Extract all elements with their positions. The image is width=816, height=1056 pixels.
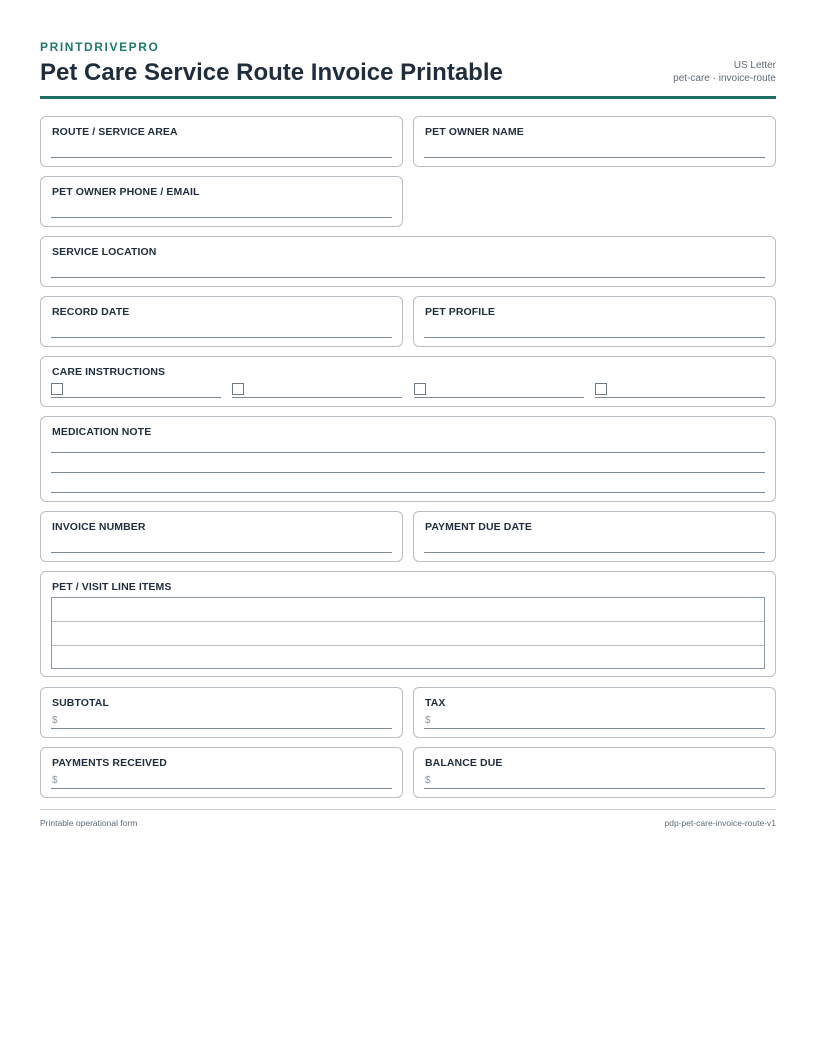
- subtotal-input-line[interactable]: [51, 728, 392, 729]
- record-date-label: RECORD DATE: [52, 306, 130, 318]
- footer-form-id: pdp-pet-care-invoice-route-v1: [664, 818, 776, 828]
- tax-label: TAX: [425, 697, 446, 709]
- subtotal-currency: $: [52, 715, 58, 726]
- balance-due-currency: $: [425, 775, 431, 786]
- payments-received-currency: $: [52, 775, 58, 786]
- pet-profile-field: [413, 296, 776, 347]
- care-checkbox-3[interactable]: [414, 383, 426, 395]
- route-field: [40, 116, 403, 167]
- record-date-field: [40, 296, 403, 347]
- pet-profile-input-line[interactable]: [424, 337, 765, 338]
- owner-name-label: PET OWNER NAME: [425, 126, 524, 138]
- footer-left-text: Printable operational form: [40, 818, 138, 828]
- location-input-line[interactable]: [51, 277, 765, 278]
- page-title: Pet Care Service Route Invoice Printable: [40, 59, 503, 86]
- care-line-4[interactable]: [595, 397, 765, 398]
- care-instructions-label: CARE INSTRUCTIONS: [52, 366, 166, 378]
- care-instructions-field: [40, 356, 776, 407]
- route-input-line[interactable]: [51, 157, 392, 158]
- brand-name: PRINTDRIVEPRO: [40, 40, 160, 54]
- owner-name-input-line[interactable]: [424, 157, 765, 158]
- payments-received-input-line[interactable]: [51, 788, 392, 789]
- balance-due-label: BALANCE DUE: [425, 757, 503, 769]
- medication-line-2[interactable]: [51, 472, 765, 473]
- medication-line-3[interactable]: [51, 492, 765, 493]
- payments-received-field: [40, 747, 403, 798]
- care-line-2[interactable]: [232, 397, 402, 398]
- header-rule: [40, 96, 776, 99]
- footer-rule: [40, 809, 776, 810]
- tax-currency: $: [425, 715, 431, 726]
- care-checkbox-1[interactable]: [51, 383, 63, 395]
- table-row[interactable]: [52, 598, 764, 622]
- owner-name-field: [413, 116, 776, 167]
- tax-input-line[interactable]: [424, 728, 765, 729]
- location-field: [40, 236, 776, 287]
- care-line-3[interactable]: [414, 397, 584, 398]
- invoice-number-field: [40, 511, 403, 562]
- medication-note-label: MEDICATION NOTE: [52, 426, 152, 438]
- invoice-form-page: [40, 40, 776, 828]
- payment-due-field: [413, 511, 776, 562]
- invoice-number-label: INVOICE NUMBER: [52, 521, 146, 533]
- care-checkbox-4[interactable]: [595, 383, 607, 395]
- payments-received-label: PAYMENTS RECEIVED: [52, 757, 167, 769]
- invoice-number-input-line[interactable]: [51, 552, 392, 553]
- line-items-field: [40, 571, 776, 677]
- tax-field: [413, 687, 776, 738]
- record-date-input-line[interactable]: [51, 337, 392, 338]
- pet-profile-label: PET PROFILE: [425, 306, 495, 318]
- medication-note-field: [40, 416, 776, 502]
- table-row[interactable]: [52, 622, 764, 646]
- table-row[interactable]: [52, 646, 764, 670]
- payment-due-label: PAYMENT DUE DATE: [425, 521, 532, 533]
- owner-contact-input-line[interactable]: [51, 217, 392, 218]
- page-meta: [673, 59, 776, 85]
- payment-due-input-line[interactable]: [424, 552, 765, 553]
- location-label: SERVICE LOCATION: [52, 246, 157, 258]
- paper-size-label: US Letter: [733, 60, 776, 71]
- form-tags: pet-care · invoice-route: [673, 73, 776, 84]
- route-label: ROUTE / SERVICE AREA: [52, 126, 178, 138]
- balance-due-input-line[interactable]: [424, 788, 765, 789]
- subtotal-label: SUBTOTAL: [52, 697, 109, 709]
- owner-contact-label: PET OWNER PHONE / EMAIL: [52, 186, 200, 198]
- balance-due-field: [413, 747, 776, 798]
- line-items-table: [51, 597, 765, 669]
- owner-contact-field: [40, 176, 403, 227]
- medication-line-1[interactable]: [51, 452, 765, 453]
- care-checkbox-2[interactable]: [232, 383, 244, 395]
- care-line-1[interactable]: [51, 397, 221, 398]
- subtotal-field: [40, 687, 403, 738]
- line-items-label: PET / VISIT LINE ITEMS: [52, 581, 172, 593]
